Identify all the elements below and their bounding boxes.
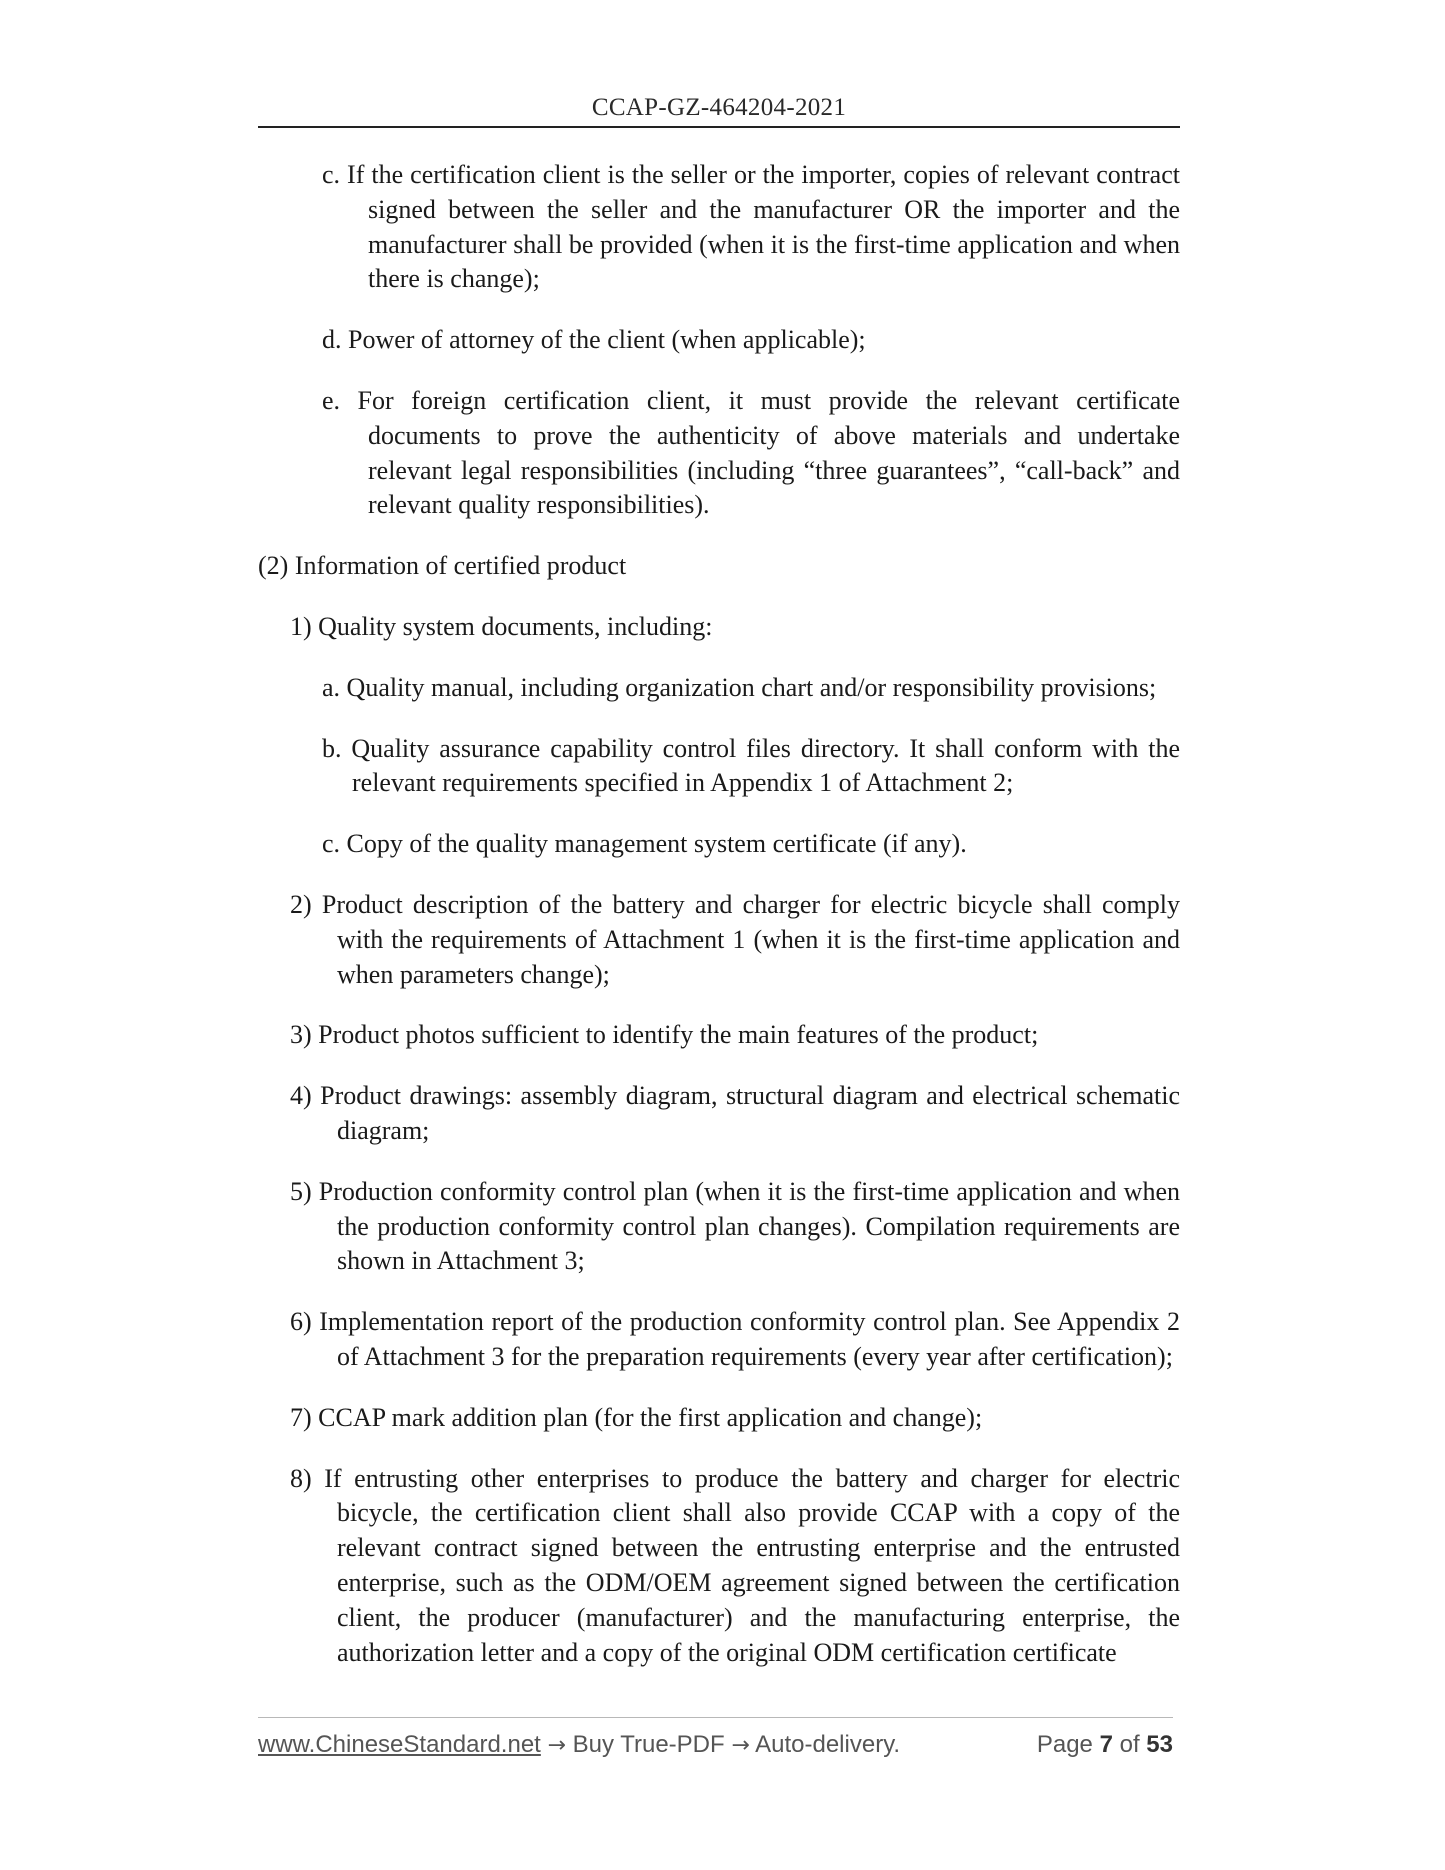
auto-delivery-text: Auto-delivery. <box>755 1731 901 1758</box>
list-item-c: c. If the certification client is the seller or the importer, copies of relevant contract signed between the seller and the manufacturer OR the importer and the manufacturer shall be provided (when it is the first-time application and when there is change); <box>322 160 1180 294</box>
page-of-label: of <box>1119 1731 1140 1758</box>
sub-item-1c: c. Copy of the quality management system certificate (if any). <box>322 829 967 859</box>
document-code-header: CCAP-GZ-464204-2021 <box>591 94 847 121</box>
numbered-item-3: 3) Product photos sufficient to identify the main features of the product; <box>290 1020 1039 1050</box>
list-item-e: e. For foreign certification client, it must provide the relevant certificate documents to prove the authenticity of above materials and undertake relevant legal responsibilities (including “three guarantees”, “call-back” and relevant quality responsibilities). <box>322 385 1180 520</box>
buy-true-pdf-text: Buy True-PDF <box>572 1731 725 1758</box>
list-item-d: d. Power of attorney of the client (when applicable); <box>322 325 866 355</box>
current-page-number: 7 <box>1099 1731 1113 1758</box>
page-body <box>258 158 1180 1670</box>
numbered-item-4: 4) Product drawings: assembly diagram, structural diagram and electrical schematic diagram; <box>290 1081 1180 1145</box>
numbered-item-1: 1) Quality system documents, including: <box>290 611 713 641</box>
page-number <box>1037 1731 1173 1759</box>
total-page-count: 53 <box>1146 1731 1173 1758</box>
sub-item-1a: a. Quality manual, including organization chart and/or responsibility provisions; <box>322 672 1157 702</box>
page-label: Page <box>1036 1731 1093 1758</box>
header-divider <box>258 126 1180 128</box>
chinesestandard-link[interactable]: www.ChineseStandard.net <box>258 1731 541 1758</box>
arrow-right-icon: → <box>731 1733 750 1758</box>
arrow-right-icon: → <box>547 1733 566 1758</box>
footer-divider <box>258 1717 1173 1718</box>
footer-promo <box>258 1731 900 1759</box>
section-heading: (2) Information of certified product <box>258 551 627 581</box>
numbered-item-6: 6) Implementation report of the production conformity control plan. See Appendix 2 of Attachment 3 for the preparation requirements (every year after certification); <box>290 1307 1180 1371</box>
numbered-item-5: 5) Production conformity control plan (when it is the first-time application and when the production conformity control plan changes). Compilation requirements are shown in Attachment 3; <box>290 1176 1180 1276</box>
numbered-item-7: 7) CCAP mark addition plan (for the first application and change); <box>290 1402 983 1432</box>
sub-item-1b: b. Quality assurance capability control files directory. It shall conform with the relevant requirements specified in Appendix 1 of Attachment 2; <box>322 733 1180 798</box>
numbered-item-8: 8) If entrusting other enterprises to produce the battery and charger for electric bicycle, the certification client shall also provide CCAP with a copy of the relevant contract signed between the entrusting enterprise and the entrusted enterprise, such as the ODM/OEM agreement signed between the certification client, the producer (manufacturer) and the manufacturing enterprise, the authorization letter and a copy of the original ODM certification certificate <box>290 1463 1180 1667</box>
numbered-item-2: 2) Product description of the battery and charger for electric bicycle shall comply with the requirements of Attachment 1 (when it is the first-time application and when parameters change); <box>290 889 1180 989</box>
